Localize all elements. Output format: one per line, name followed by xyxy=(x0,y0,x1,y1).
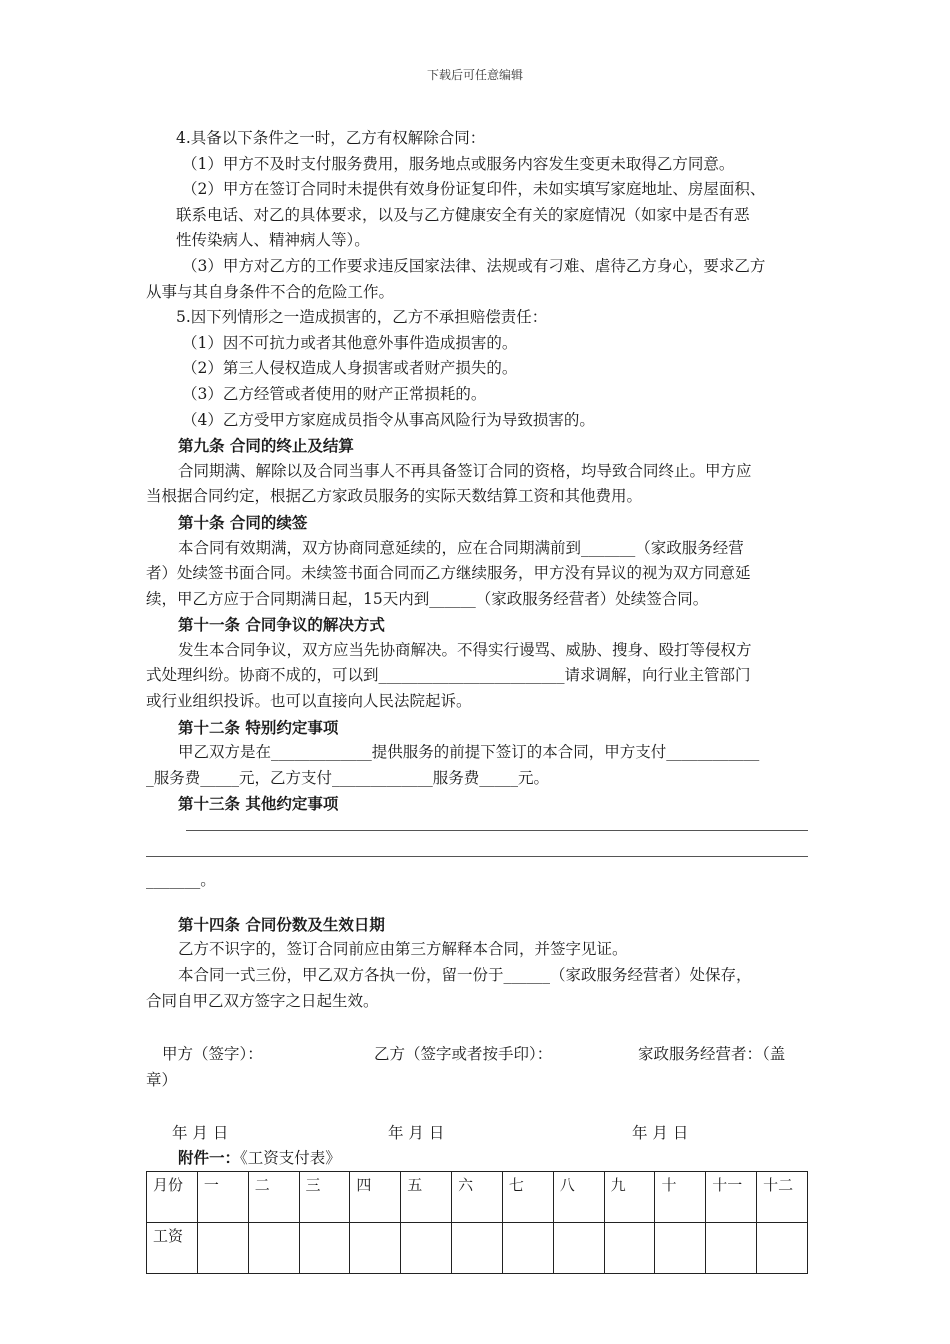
month-cell: 三 xyxy=(299,1171,350,1222)
text-line: 式处理纠纷。协商不成的，可以到________________________请求调解，向行业主管部门 xyxy=(146,666,751,685)
blank-line-tail: _______。 xyxy=(146,871,216,890)
text-line: （3）乙方经管或者使用的财产正常损耗的。 xyxy=(182,384,487,403)
salary-cell xyxy=(757,1222,808,1273)
text-line: 或行业组织投诉。也可以直接向人民法院起诉。 xyxy=(146,692,472,711)
salary-cell xyxy=(604,1222,655,1273)
salary-cell xyxy=(706,1222,757,1273)
month-cell: 七 xyxy=(502,1171,553,1222)
salary-cell xyxy=(502,1222,553,1273)
text-line: 第十二条 特别约定事项 xyxy=(178,717,339,737)
text-line: 续，甲乙方应于合同期满日起，15天内到______（家政服务经营者）处续签合同。 xyxy=(146,589,709,608)
date-agency: 年 月 日 xyxy=(632,1124,689,1143)
month-cell: 八 xyxy=(553,1171,604,1222)
spacer xyxy=(146,1093,808,1121)
date-row xyxy=(146,1121,808,1147)
text-line: 当根据合同约定，根据乙方家政员服务的实际天数结算工资和其他费用。 xyxy=(146,487,643,506)
month-cell: 一 xyxy=(197,1171,248,1222)
agency-signature: 家政服务经营者：（盖 xyxy=(638,1045,786,1064)
text-line: 甲乙双方是在_____________提供服务的前提下签订的本合同，甲方支付____________ xyxy=(178,743,760,762)
text-line: _服务费_____元，乙方支付_____________服务费_____元。 xyxy=(146,768,550,787)
month-cell: 六 xyxy=(452,1171,503,1222)
salary-cell xyxy=(350,1222,401,1273)
month-cell: 九 xyxy=(604,1171,655,1222)
salary-table xyxy=(146,1171,808,1274)
text-line: 第十一条 合同争议的解决方式 xyxy=(178,615,385,635)
month-header-cell: 月份 xyxy=(147,1171,198,1222)
month-cell: 四 xyxy=(350,1171,401,1222)
text-line: 乙方不识字的，签订合同前应由第三方解释本合同，并签字见证。 xyxy=(178,940,628,959)
month-cell: 十一 xyxy=(706,1171,757,1222)
text-line: 联系电话、对乙的具体要求，以及与乙方健康安全有关的家庭情况（如家中是否有恶 xyxy=(176,205,750,224)
text-line: 者）处续签书面合同。未续签书面合同而乙方继续服务，甲方没有异议的视为双方同意延 xyxy=(146,564,751,583)
attachment-name: 《工资支付表》 xyxy=(240,1148,341,1167)
blank-line xyxy=(146,817,808,843)
text-line: 合同期满、解除以及合同当事人不再具备签订合同的资格，均导致合同终止。甲方应 xyxy=(178,461,752,480)
salary-cell xyxy=(401,1222,452,1273)
text-line: 第十条 合同的续签 xyxy=(178,512,308,532)
text-line: （2）第三人侵权造成人身损害或者财产损失的。 xyxy=(182,359,518,378)
spacer xyxy=(146,894,808,912)
salary-cell xyxy=(299,1222,350,1273)
table-header-row xyxy=(147,1171,808,1222)
text-line: 5.因下列情形之一造成损害的，乙方不承担赔偿责任： xyxy=(176,308,548,327)
spacer xyxy=(146,1014,808,1042)
salary-cell xyxy=(452,1222,503,1273)
text-line: 从事与其自身条件不合的危险工作。 xyxy=(146,282,395,301)
text-line: （3）甲方对乙方的工作要求违反国家法律、法规或有刁难、虐待乙方身心，要求乙方 xyxy=(182,256,766,275)
text-line: 4.具备以下条件之一时，乙方有权解除合同： xyxy=(176,129,486,147)
text-line: （2）甲方在签订合同时未提供有效身份证复印件，未如实填写家庭地址、房屋面积、 xyxy=(182,180,766,199)
salary-cell xyxy=(553,1222,604,1273)
blank-line xyxy=(146,843,808,869)
text-line: 第九条 合同的终止及结算 xyxy=(178,436,354,456)
attachment-label: 附件一： xyxy=(178,1147,241,1167)
clauses-block-2 xyxy=(146,912,808,1014)
signature-row xyxy=(146,1042,808,1068)
text-line: 性传染病人、精神病人等）。 xyxy=(176,231,370,250)
agency-signature-tail: 章） xyxy=(146,1070,178,1089)
text-line: 第十三条 其他约定事项 xyxy=(178,794,339,814)
party-b-signature: 乙方（签字或者按手印）： xyxy=(374,1045,553,1064)
salary-cell xyxy=(655,1222,706,1273)
date-party-b: 年 月 日 xyxy=(388,1124,445,1143)
text-line: 本合同有效期满，双方协商同意延续的，应在合同期满前到_______（家政服务经营 xyxy=(178,538,744,557)
text-line: （1）甲方不及时支付服务费用，服务地点或服务内容发生变更未取得乙方同意。 xyxy=(182,154,735,173)
party-a-signature: 甲方（签字）： xyxy=(162,1045,263,1064)
text-line: （4）乙方受甲方家庭成员指令从事高风险行为导致损害的。 xyxy=(182,410,595,429)
salary-label-cell: 工资 xyxy=(147,1222,198,1273)
salary-cell xyxy=(248,1222,299,1273)
text-line: 第十四条 合同份数及生效日期 xyxy=(178,914,385,934)
text-line: （1）因不可抗力或者其他意外事件造成损害的。 xyxy=(182,333,518,352)
text-line: 合同自甲乙双方签字之日起生效。 xyxy=(146,991,379,1010)
month-cell: 十二 xyxy=(757,1171,808,1222)
table-row xyxy=(147,1222,808,1273)
page-header: 下载后可任意编辑 xyxy=(426,68,523,82)
attachment-title xyxy=(146,1147,808,1169)
month-cell: 五 xyxy=(401,1171,452,1222)
salary-cell xyxy=(197,1222,248,1273)
month-cell: 二 xyxy=(248,1171,299,1222)
contract-body xyxy=(146,126,808,1274)
date-party-a: 年 月 日 xyxy=(172,1124,229,1143)
text-line: 本合同一式三份，甲乙双方各执一份，留一份于______（家政服务经营者）处保存， xyxy=(178,966,752,984)
clauses-block xyxy=(146,126,808,817)
text-line: 发生本合同争议，双方应当先协商解决。不得实行谩骂、威胁、搜身、殴打等侵权方 xyxy=(178,640,752,659)
month-cell: 十 xyxy=(655,1171,706,1222)
